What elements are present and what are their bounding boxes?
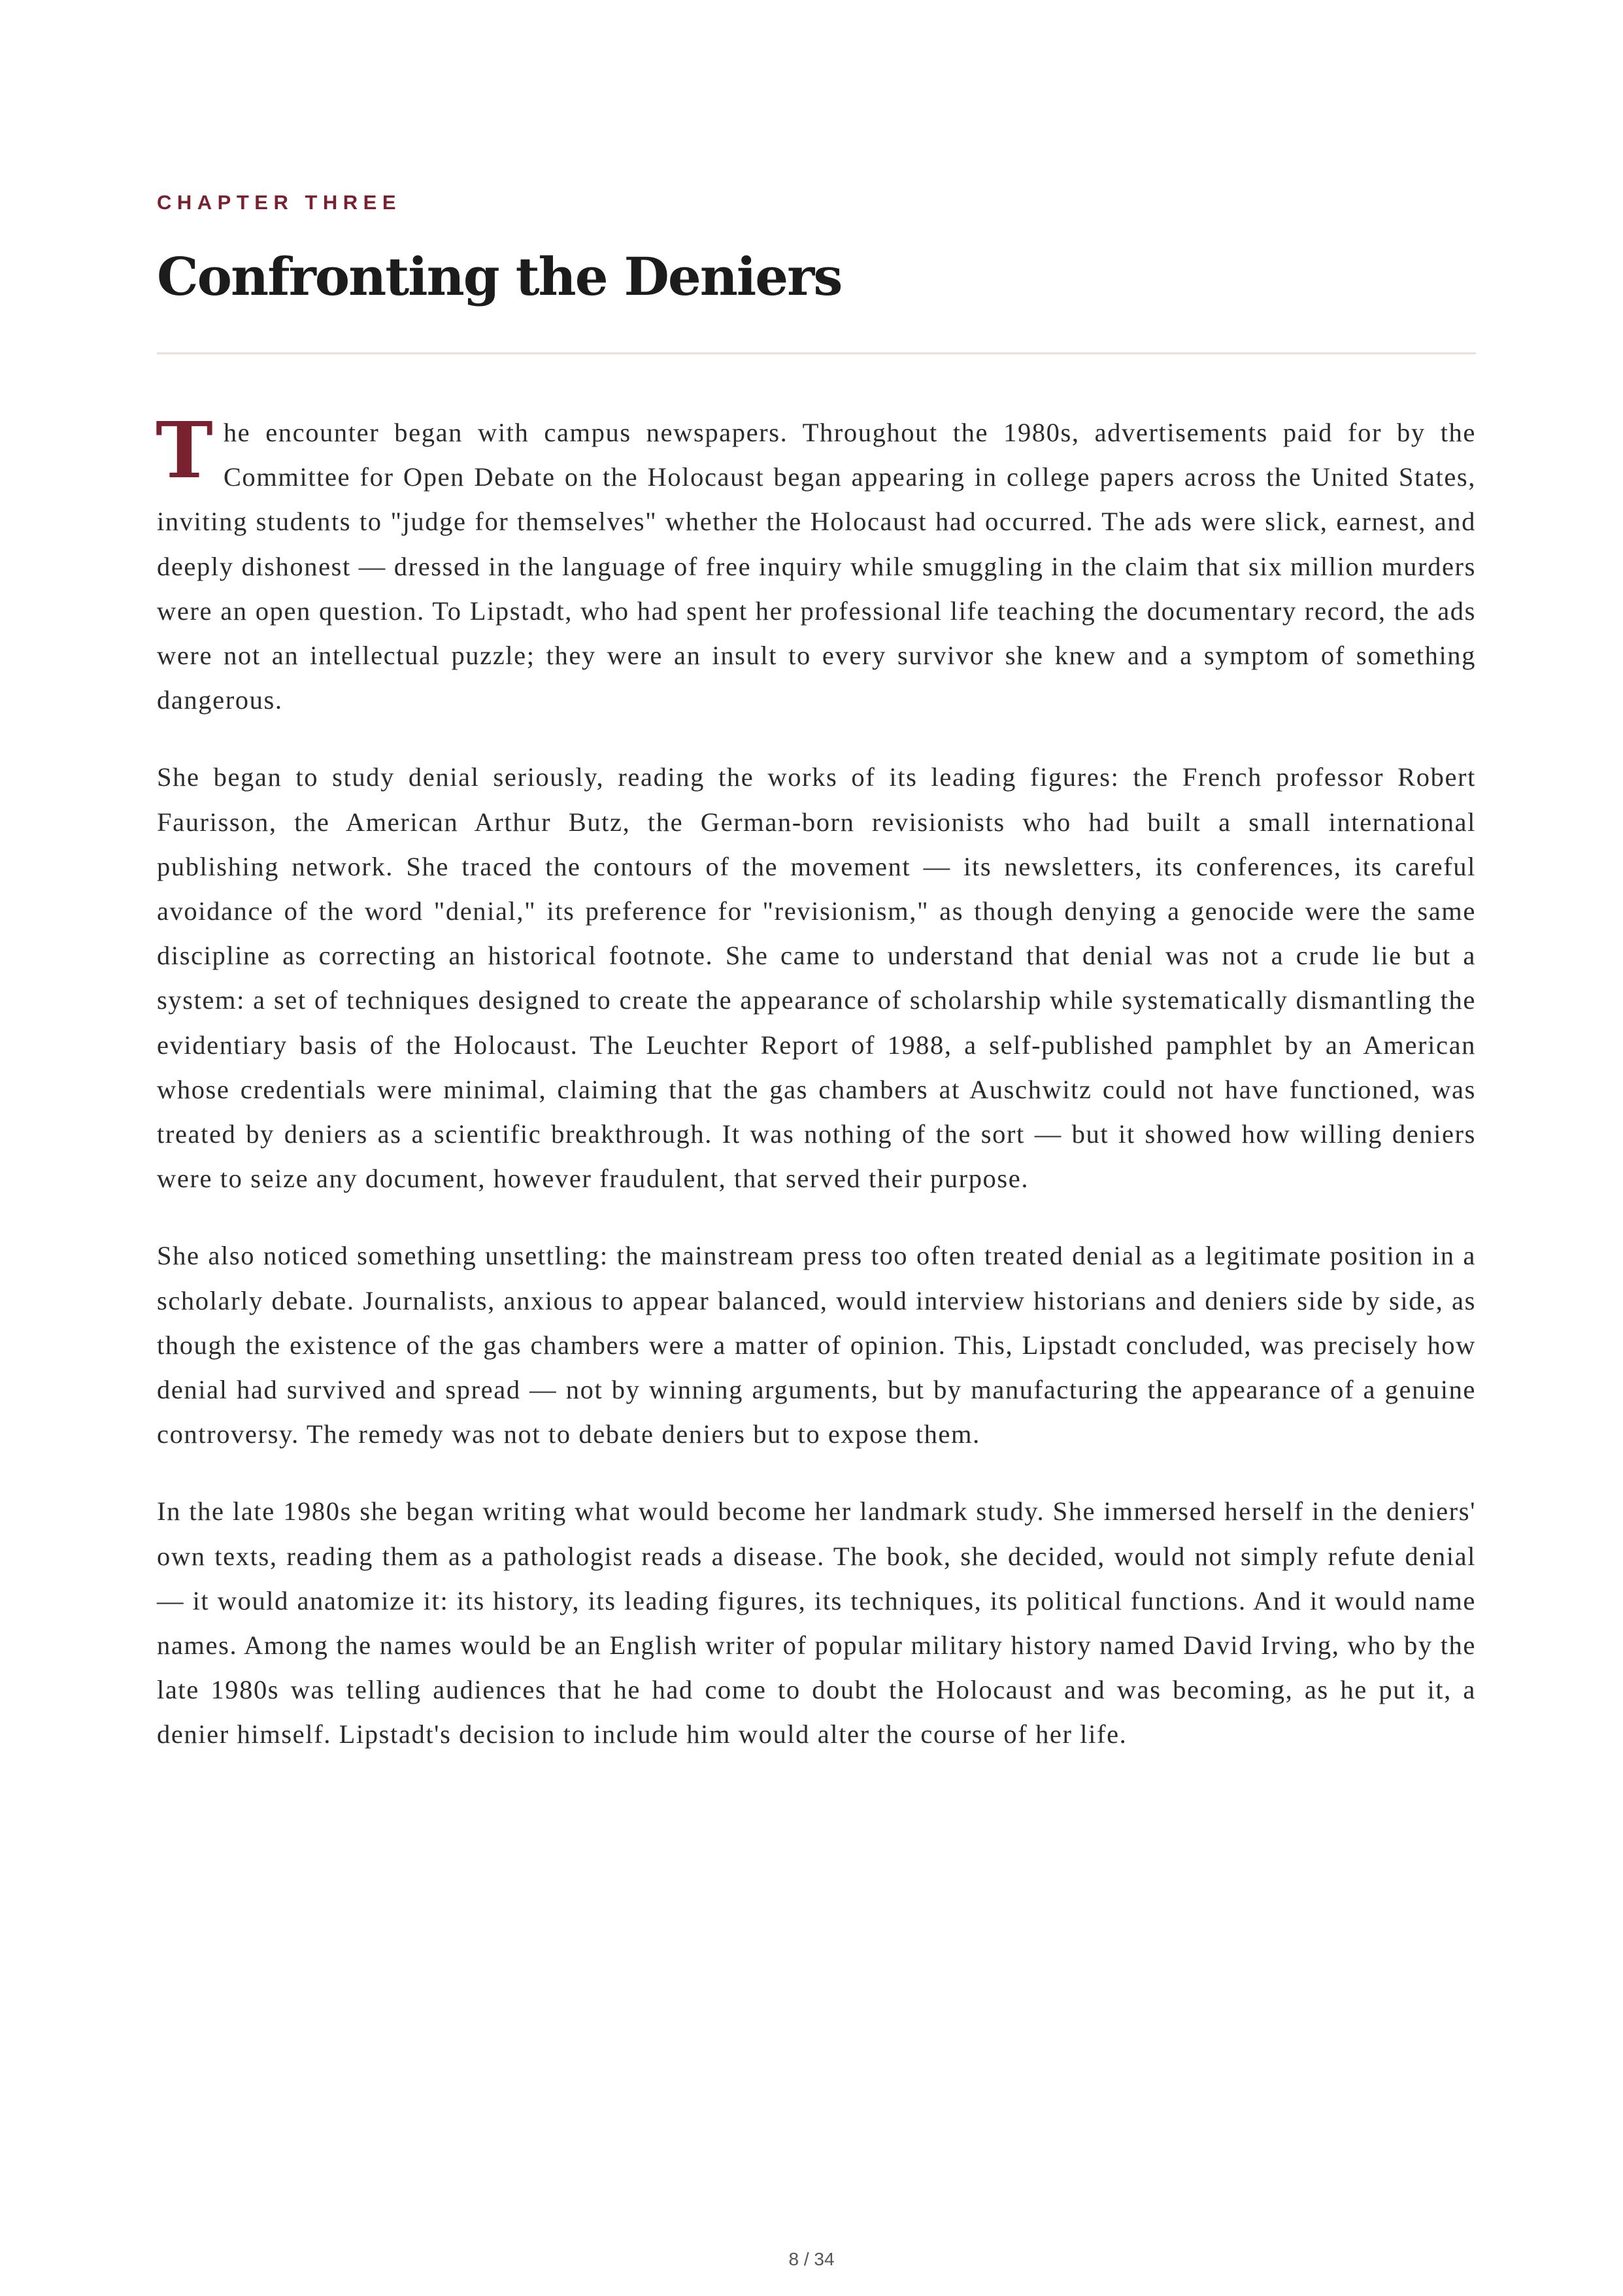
paragraph-1-text: he encounter began with campus newspapers. Throughout the 1980s, advertisements paid for by the Committee for Open Debate on the Holocaust began appearing in college papers across the United States, inviting students to "judge for themselves" whether the Holocaust had occurred. The ads were slick, earnest, and deeply dishonest — dressed in the language of free inquiry while smuggling in the claim that six million murders were an open question. To Lipstadt, who had spent her professional life teaching the documentary record, the ads were not an intellectual puzzle; they were an insult to every survivor she knew and a symptom of something dangerous. <box>157 418 1476 715</box>
paragraph-3: She also noticed something unsettling: the mainstream press too often treated denial as a legitimate position in a scholarly debate. Journalists, anxious to appear balanced, would interview historians and deniers side by side, as though the existence of the gas chambers were a matter of opinion. This, Lipstadt concluded, was precisely how denial had survived and spread — not by winning arguments, but by manufacturing the appearance of a genuine controversy. The remedy was not to debate deniers but to expose them. <box>157 1241 1476 1449</box>
paragraph-2: She began to study denial seriously, reading the works of its leading figures: the French professor Robert Faurisson, the American Arthur Butz, the German-born revisionists who had built a small international publishing network. She traced the contours of the movement — its newsletters, its conferences, its careful avoidance of the word "denial," its preference for "revisionism," as though denying a genocide were the same discipline as correcting an historical footnote. She came to understand that denial was not a crude lie but a system: a set of techniques designed to create the appearance of scholarship while systematically dismantling the evidentiary basis of the Holocaust. The Leuchter Report of 1988, a self-published pamphlet by an American whose credentials were minimal, claiming that the gas chambers at Auschwitz could not have functioned, was treated by deniers as a scientific breakthrough. It was nothing of the sort — but it showed how willing deniers were to seize any document, however fraudulent, that served their purpose. <box>157 762 1476 1194</box>
chapter-content <box>157 186 1476 1790</box>
chapter-body <box>156 405 1476 1757</box>
chapter-label: CHAPTER THREE <box>157 191 402 214</box>
chapter-title: Confronting the Deniers <box>157 246 842 307</box>
title-divider <box>157 352 1476 354</box>
page-number: 8 / 34 <box>788 2249 835 2269</box>
drop-cap: T <box>156 405 213 496</box>
paragraph-1 <box>156 405 1476 722</box>
paragraph-4: In the late 1980s she began writing what would become her landmark study. She immersed herself in the deniers' own texts, reading them as a pathologist reads a disease. The book, she decided, would not simply refute denial — it would anatomize it: its history, its leading figures, its techniques, its political functions. And it would name names. Among the names would be an English writer of popular military history named David Irving, who by the late 1980s was telling audiences that he had come to doubt the Holocaust and was becoming, as he put it, a denier himself. Lipstadt's decision to include him would alter the course of her life. <box>157 1496 1476 1749</box>
